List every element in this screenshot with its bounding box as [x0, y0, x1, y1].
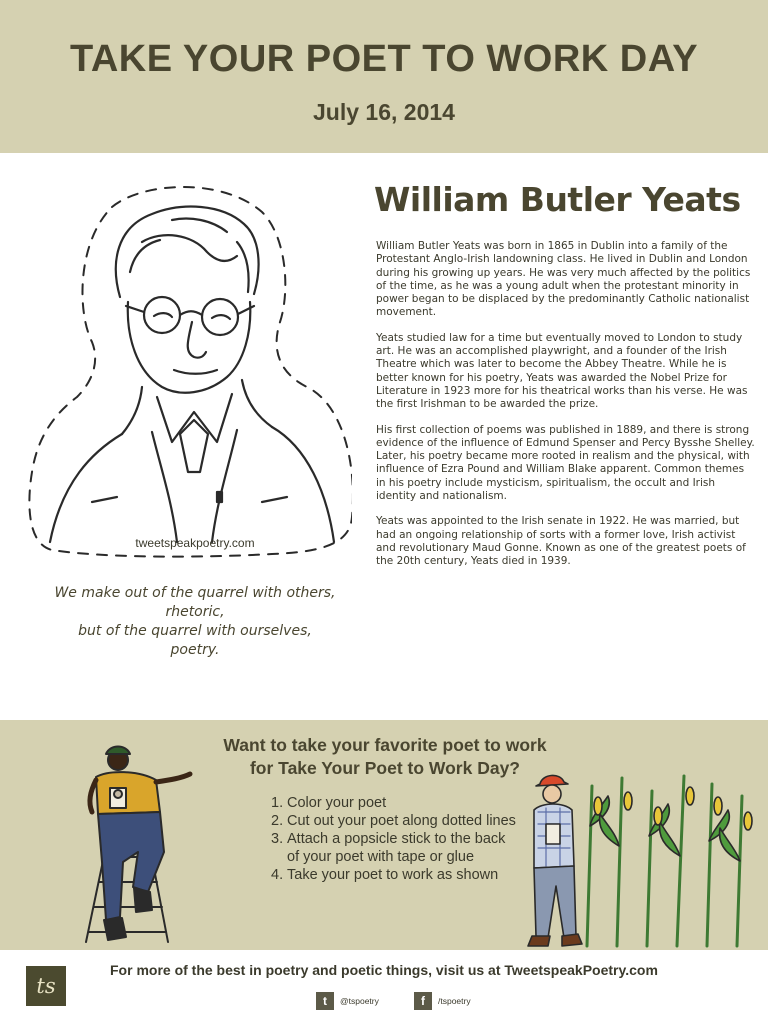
tweetspeak-logo[interactable]: ts: [26, 966, 66, 1006]
twitter-icon: t: [316, 992, 334, 1010]
event-date: July 16, 2014: [313, 99, 455, 125]
step-text: Take your poet to work as shown: [287, 867, 499, 883]
instructions-steps: [271, 794, 521, 884]
footer: [0, 950, 768, 1024]
bio-paragraph: Yeats studied law for a time but eventually moved to London to study art. He was an accomplished playwright, and a founder of the Irish Theatre which was later to become the Abbey Theatre. While he is better known for his poetry, Yeats was awarded the Nobel Prize for Literature in 1923 more for his theatrical works than his verse. He was the first Irishman to be awarded the prize.: [376, 331, 748, 411]
step-text: Cut out your poet along dotted lines: [287, 813, 516, 829]
cutout-dotted-line: [29, 187, 352, 557]
footer-tagline: For more of the best in poetry and poetic things, visit us at TweetspeakPoetry.com: [110, 962, 658, 978]
bio-paragraph: Yeats was appointed to the Irish senate in 1922. He was married, but had an ongoing relationship of sorts with a former love, Irish activist and revolutionary Maud Gonne. Known as one of the greatest poets of the 20th century, Yeats died in 1939.: [376, 515, 746, 568]
quote-line: We make out of the quarrel with others,: [54, 585, 336, 601]
step-number: 2.: [271, 813, 284, 829]
step-item: [271, 830, 521, 866]
facebook-handle: /tspoetry: [438, 996, 471, 1006]
step-item: [271, 794, 521, 812]
facebook-icon: f: [414, 992, 432, 1010]
man-on-ladder-illustration: [78, 742, 198, 947]
quote-line: but of the quarrel with ourselves,: [78, 623, 312, 639]
poet-name-heading: William Butler Yeats: [374, 180, 741, 219]
bio-paragraph: His first collection of poems was published in 1889, and there is strong evidence of the influence of Edmund Spenser and Percy Bysshe Shelley. Later, his poetry became more rooted in realism and the physical, with influence of Ezra Pound and William Blake apparent. Common themes in his poetry include mysticism, spiritualism, the occult and Irish identity and nationalism.: [376, 423, 755, 503]
page-title: TAKE YOUR POET TO WORK DAY: [69, 38, 699, 80]
header-banner: [0, 0, 768, 153]
poet-portrait-drawing: [22, 172, 352, 592]
farmer-corn-field-illustration: [512, 766, 757, 948]
poet-biography: [376, 240, 756, 581]
poet-quote: [20, 584, 370, 660]
instructions-heading-line: Want to take your favorite poet to work: [223, 735, 547, 755]
quote-line: poetry.: [170, 642, 220, 658]
twitter-link[interactable]: [316, 992, 379, 1010]
step-text: Color your poet: [287, 795, 387, 811]
step-number: 1.: [271, 795, 284, 811]
step-number: 3.: [271, 831, 284, 847]
bio-paragraph: William Butler Yeats was born in 1865 in Dublin into a family of the Protestant Anglo-Irish landowning class. He lived in Dublin and London during his growing up years. He was very much affected by the politics of the time, as he was a young adult when the protestant minority in power began to be displaced by the predominantly Catholic nationalist movement.: [376, 240, 751, 319]
step-number: 4.: [271, 867, 284, 883]
instructions-band: [0, 720, 768, 950]
facebook-link[interactable]: [414, 992, 471, 1010]
portrait-credit: tweetspeakpoetry.com: [135, 536, 255, 550]
step-item: [271, 866, 521, 884]
step-text: Attach a popsicle stick to the back of your poet with tape or glue: [287, 831, 506, 865]
instructions-heading-line: for Take Your Poet to Work Day?: [249, 758, 520, 778]
step-item: [271, 812, 521, 830]
quote-line: rhetoric,: [165, 604, 225, 620]
twitter-handle: @tspoetry: [340, 996, 379, 1006]
